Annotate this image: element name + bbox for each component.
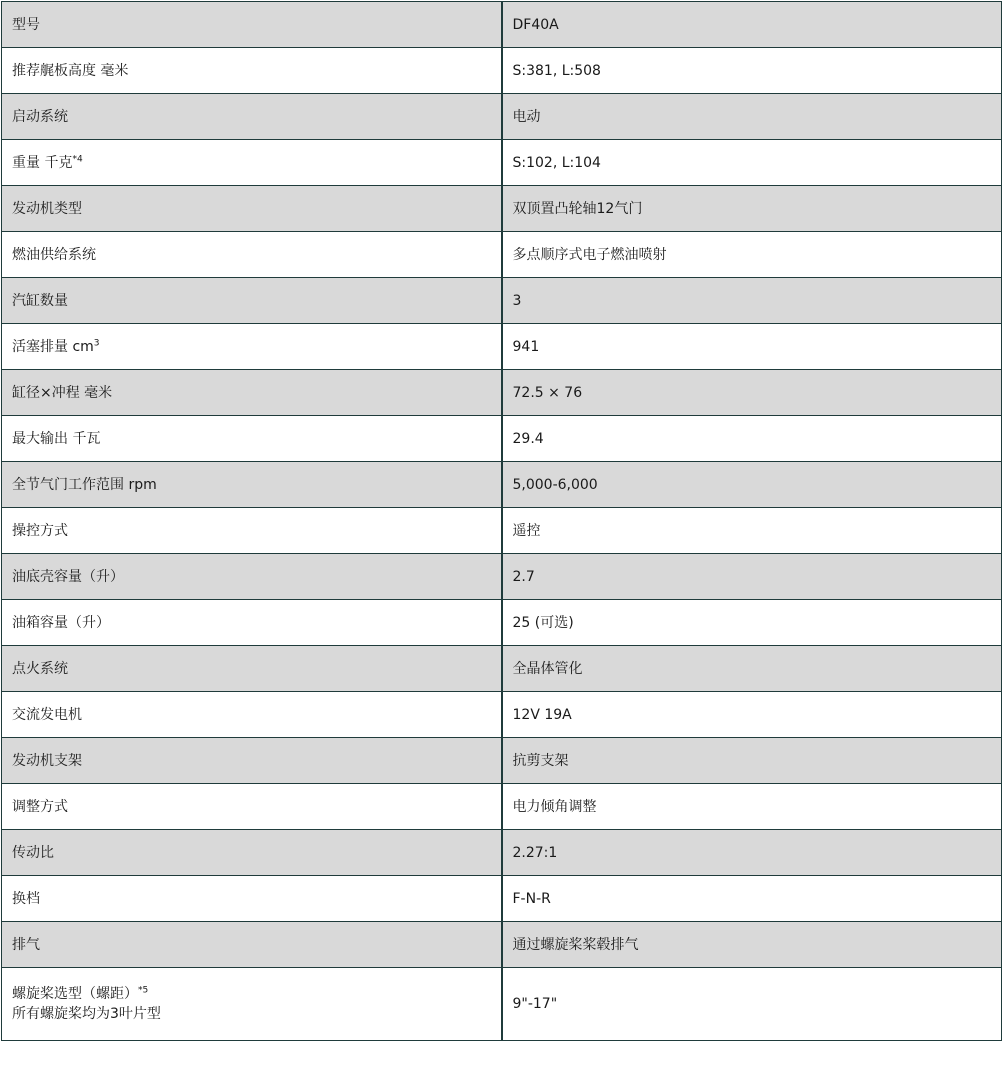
spec-label: 螺旋桨选型（螺距） (12, 986, 138, 1002)
spec-label-line1 (12, 521, 491, 541)
spec-value: 9"-17" (512, 996, 558, 1012)
spec-label: 换档 (12, 890, 40, 907)
spec-value: 遥控 (512, 522, 541, 539)
spec-value-cell (502, 94, 1002, 140)
spec-label-cell (2, 232, 502, 278)
table-row (2, 278, 1002, 324)
table-row (2, 2, 1002, 48)
spec-label-cell (2, 600, 502, 646)
spec-value-cell (502, 554, 1002, 600)
spec-value-cell (502, 2, 1002, 48)
spec-label: 排气 (12, 936, 40, 953)
spec-label-cell (2, 48, 502, 94)
spec-value-cell (502, 140, 1002, 186)
spec-value: 电动 (512, 108, 541, 125)
spec-label-line1 (12, 797, 491, 817)
spec-label: 全节气门工作范围 rpm (12, 476, 157, 493)
spec-label-line1 (12, 61, 491, 81)
table-row (2, 508, 1002, 554)
spec-label-line1 (12, 659, 491, 679)
spec-label: 油底壳容量（升） (12, 568, 124, 585)
spec-label-line1 (12, 751, 491, 771)
spec-value: 2.27:1 (512, 844, 558, 861)
spec-label-cell (2, 2, 502, 48)
spec-value: 双顶置凸轮轴12气门 (512, 200, 643, 217)
spec-label-cell (2, 922, 502, 968)
spec-value-cell (502, 692, 1002, 738)
spec-label-cell (2, 462, 502, 508)
spec-label-cell (2, 554, 502, 600)
spec-label: 汽缸数量 (12, 292, 68, 309)
spec-label: 油箱容量（升） (12, 614, 110, 631)
spec-value-cell (502, 278, 1002, 324)
spec-value-cell (502, 370, 1002, 416)
spec-value: 2.7 (512, 568, 535, 585)
spec-value-cell (502, 600, 1002, 646)
spec-value-cell (502, 186, 1002, 232)
spec-value: 通过螺旋桨桨毂排气 (512, 936, 639, 953)
spec-label-cell (2, 692, 502, 738)
spec-label-line1 (12, 429, 491, 449)
spec-label: 活塞排量 cm (12, 338, 94, 355)
spec-table (1, 1, 1002, 1041)
spec-label: 型号 (12, 16, 40, 33)
spec-value-cell (502, 324, 1002, 370)
table-row (2, 692, 1002, 738)
spec-label: 最大输出 千瓦 (12, 430, 101, 447)
spec-value: 全晶体管化 (512, 660, 583, 677)
spec-label-line1 (12, 153, 491, 173)
spec-label: 点火系统 (12, 660, 68, 677)
spec-value: 多点顺序式电子燃油喷射 (512, 246, 667, 263)
table-row (2, 370, 1002, 416)
table-row (2, 600, 1002, 646)
spec-label-line1 (12, 107, 491, 127)
spec-label-line1 (12, 935, 491, 955)
spec-label: 推荐艉板高度 毫米 (12, 62, 129, 79)
spec-label-cell (2, 830, 502, 876)
spec-label-cell (2, 140, 502, 186)
spec-label-cell (2, 968, 502, 1041)
spec-value-cell (502, 876, 1002, 922)
spec-label-cell (2, 186, 502, 232)
spec-value-cell (502, 416, 1002, 462)
spec-label-cell (2, 416, 502, 462)
spec-label: 发动机支架 (12, 752, 82, 769)
spec-label-line1 (12, 245, 491, 265)
spec-value: 941 (512, 338, 540, 355)
spec-label: 缸径×冲程 毫米 (12, 384, 113, 401)
spec-value: 抗剪支架 (512, 752, 569, 769)
table-row (2, 48, 1002, 94)
spec-label-cell (2, 876, 502, 922)
spec-value-cell (502, 830, 1002, 876)
spec-label-cell (2, 738, 502, 784)
spec-value-cell (502, 646, 1002, 692)
spec-label: 启动系统 (12, 108, 68, 125)
spec-value-cell (502, 232, 1002, 278)
spec-label-line1 (12, 199, 491, 219)
spec-label-sup: *5 (138, 985, 149, 996)
spec-label-cell (2, 324, 502, 370)
spec-value: 12V 19A (512, 706, 572, 723)
spec-label: 重量 千克 (12, 154, 73, 171)
spec-label: 发动机类型 (12, 200, 82, 217)
spec-value: 电力倾角调整 (512, 798, 597, 815)
spec-value: S:102, L:104 (512, 154, 601, 171)
spec-value-cell (502, 922, 1002, 968)
spec-label: 调整方式 (12, 798, 68, 815)
spec-label-sup: 3 (93, 337, 100, 348)
spec-label-line1 (12, 705, 491, 725)
spec-label-line1 (12, 337, 491, 357)
spec-value: 72.5 × 76 (512, 384, 583, 401)
spec-value: 25 (可选) (512, 614, 574, 631)
spec-value: S:381, L:508 (512, 62, 601, 79)
spec-value-cell (502, 784, 1002, 830)
table-row (2, 94, 1002, 140)
spec-label-line1 (12, 383, 491, 403)
spec-value-cell (502, 48, 1002, 94)
table-row (2, 922, 1002, 968)
table-row (2, 738, 1002, 784)
spec-value: 5,000-6,000 (512, 476, 598, 493)
table-row (2, 876, 1002, 922)
table-row (2, 830, 1002, 876)
table-row (2, 646, 1002, 692)
spec-label-line1 (12, 475, 491, 495)
spec-label-sup: *4 (72, 153, 83, 164)
spec-value-cell (502, 508, 1002, 554)
spec-table-body (2, 2, 1002, 1041)
spec-value-cell (502, 462, 1002, 508)
spec-label-line1 (12, 567, 491, 587)
spec-label: 传动比 (12, 844, 54, 861)
table-row (2, 968, 1002, 1041)
spec-label-cell (2, 646, 502, 692)
spec-label: 交流发电机 (12, 706, 82, 723)
table-row (2, 186, 1002, 232)
spec-label-cell (2, 508, 502, 554)
table-row (2, 462, 1002, 508)
spec-value: DF40A (512, 16, 559, 33)
spec-value: 29.4 (512, 430, 544, 447)
spec-value: F-N-R (512, 890, 551, 907)
spec-label-cell (2, 94, 502, 140)
spec-label-line1 (12, 15, 491, 35)
spec-label-line1 (12, 291, 491, 311)
spec-value: 3 (512, 292, 522, 309)
spec-label-line1 (12, 889, 491, 909)
table-row (2, 232, 1002, 278)
table-row (2, 140, 1002, 186)
spec-label-line1 (12, 843, 491, 863)
spec-label-line1 (12, 984, 491, 1004)
table-row (2, 416, 1002, 462)
spec-value-cell (502, 738, 1002, 784)
table-row (2, 784, 1002, 830)
spec-label-line1 (12, 613, 491, 633)
spec-label: 燃油供给系统 (12, 246, 96, 263)
spec-label: 操控方式 (12, 522, 68, 539)
table-row (2, 324, 1002, 370)
spec-label-cell (2, 784, 502, 830)
spec-label-line2: 所有螺旋桨均为3叶片型 (12, 1006, 161, 1022)
spec-label-cell (2, 370, 502, 416)
spec-value-cell (502, 968, 1002, 1041)
spec-label-cell (2, 278, 502, 324)
table-row (2, 554, 1002, 600)
